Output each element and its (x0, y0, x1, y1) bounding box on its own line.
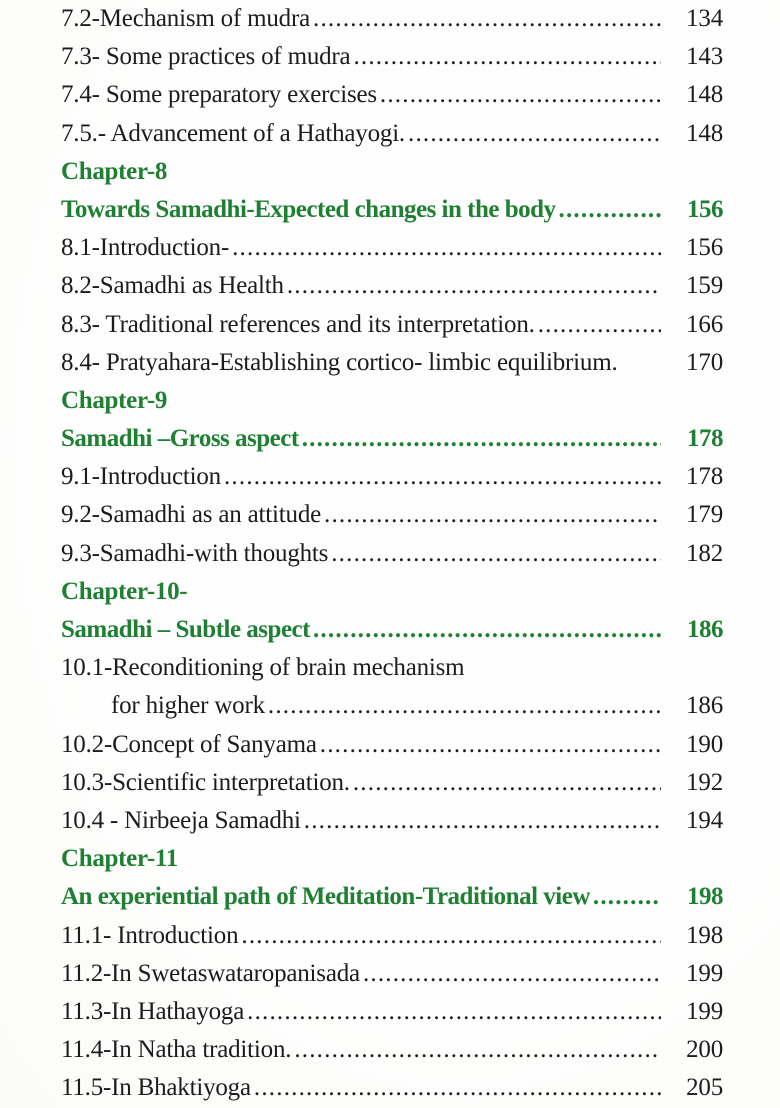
toc-list (61, 0, 723, 1107)
dotted-leader (241, 917, 661, 955)
toc-page-number: 182 (686, 539, 723, 567)
chapter-heading: Chapter-8 (61, 157, 168, 185)
toc-page-number: 198 (686, 921, 723, 949)
toc-row (61, 802, 723, 840)
toc-entry-label: 7.2-Mechanism of mudra (61, 5, 311, 32)
dotted-leader (380, 76, 661, 114)
toc-entry-label: 8.3- Traditional references and its interpretation. (61, 310, 535, 338)
toc-page-number: 192 (686, 768, 723, 796)
chapter-heading: Chapter-11 (61, 845, 178, 873)
toc-entry-label: 11.4-In Natha tradition. (61, 1036, 292, 1064)
toc-page-number: 148 (686, 81, 723, 109)
dotted-leader (313, 611, 661, 649)
toc-page-number: 199 (686, 959, 723, 987)
toc-row (61, 993, 723, 1031)
toc-entry-label: 9.3-Samadhi-with thoughts (61, 539, 329, 567)
toc-page-number: 178 (686, 463, 723, 491)
chapter-heading: Chapter-9 (61, 386, 168, 414)
toc-row (61, 726, 723, 764)
chapter-title-label: An experiential path of Meditation-Traditional view (61, 883, 590, 911)
dotted-leader (224, 458, 661, 496)
toc-row (61, 267, 723, 305)
toc-entry-label: 8.1-Introduction- (61, 234, 230, 262)
toc-row (61, 764, 723, 802)
dotted-leader (593, 878, 661, 916)
dotted-leader (538, 306, 661, 344)
toc-row (61, 458, 723, 496)
dotted-leader (268, 687, 661, 725)
toc-row (61, 649, 723, 687)
toc-page-number: 156 (687, 195, 723, 223)
dotted-leader (313, 0, 661, 38)
toc-entry-label: 8.4- Pratyahara-Establishing cortico- limbic equilibrium. (61, 348, 618, 376)
toc-page-number: 178 (687, 425, 723, 453)
dotted-leader (247, 993, 661, 1031)
dotted-leader (287, 267, 661, 305)
dotted-leader (408, 115, 661, 153)
toc-entry-label: 11.1- Introduction (61, 921, 239, 949)
toc-page-number: 190 (686, 730, 723, 758)
toc-entry-label: 8.2-Samadhi as Health (61, 272, 284, 300)
toc-row (61, 115, 723, 153)
toc-row (61, 496, 723, 534)
dotted-leader (232, 229, 661, 267)
dotted-leader (331, 535, 661, 573)
toc-row (61, 573, 723, 611)
toc-entry-label: 10.2-Concept of Sanyama (61, 730, 317, 758)
dotted-leader (353, 38, 661, 76)
toc-row (61, 840, 723, 878)
toc-row (61, 76, 723, 114)
toc-page-number: 205 (686, 1074, 723, 1102)
toc-entry-label: for higher work (111, 692, 265, 720)
toc-entry-label: 10.3-Scientific interpretation. (61, 768, 350, 796)
toc-entry-label: 9.1-Introduction (61, 463, 221, 491)
dotted-leader (559, 191, 661, 229)
toc-entry-label: 10.4 - Nirbeeja Samadhi (61, 806, 301, 834)
chapter-heading: Chapter-10- (61, 577, 188, 605)
toc-row (61, 191, 723, 229)
toc-page-number: 159 (686, 272, 723, 300)
toc-entry-label: 11.3-In Hathayoga (61, 997, 245, 1025)
toc-page-number: 200 (686, 1036, 723, 1064)
toc-entry-label: 11.5-In Bhaktiyoga (61, 1074, 251, 1102)
toc-page-number: 166 (686, 310, 723, 338)
toc-page-number: 179 (686, 501, 723, 529)
toc-entry-label: 10.1-Reconditioning of brain mechanism (61, 654, 465, 682)
toc-row (61, 420, 723, 458)
toc-row (61, 917, 723, 955)
toc-entry-label: 7.3- Some practices of mudra (61, 43, 351, 71)
chapter-title-label: Samadhi – Subtle aspect (61, 616, 310, 643)
toc-row (61, 0, 723, 38)
toc-row (61, 878, 723, 916)
toc-page-number: 148 (686, 119, 723, 147)
toc-row (61, 153, 723, 191)
toc-row (61, 38, 723, 76)
dotted-leader (304, 802, 661, 840)
toc-row (61, 1031, 723, 1069)
toc-page-number: 194 (686, 806, 723, 834)
toc-page-number: 156 (686, 234, 723, 262)
dotted-leader (363, 955, 661, 993)
toc-row (61, 306, 723, 344)
dotted-leader (302, 420, 661, 458)
chapter-title-label: Towards Samadhi-Expected changes in the body (61, 195, 556, 223)
dotted-leader (254, 1069, 661, 1107)
toc-row (61, 382, 723, 420)
toc-entry-label: 9.2-Samadhi as an attitude (61, 501, 322, 529)
toc-row (61, 535, 723, 573)
toc-entry-label: 7.4- Some preparatory exercises (61, 81, 377, 109)
chapter-title-label: Samadhi –Gross aspect (61, 425, 299, 453)
dotted-leader (294, 1031, 661, 1069)
toc-row (61, 955, 723, 993)
toc-page-number: 170 (686, 348, 723, 376)
toc-entry-label: 7.5.- Advancement of a Hathayogi. (61, 119, 405, 147)
toc-row (61, 344, 723, 382)
dotted-leader (324, 496, 661, 534)
toc-row (61, 1069, 723, 1107)
toc-row (61, 611, 723, 649)
toc-row (61, 229, 723, 267)
toc-page-number: 198 (687, 883, 723, 911)
toc-entry-label: 11.2-In Swetaswataropanisada (61, 959, 360, 987)
toc-page-number: 186 (687, 616, 723, 643)
dotted-leader (353, 764, 661, 802)
toc-page-number: 186 (686, 692, 723, 720)
toc-page-number: 134 (686, 5, 723, 32)
toc-row (61, 687, 723, 725)
toc-page-number: 199 (686, 997, 723, 1025)
dotted-leader (320, 726, 661, 764)
toc-page-number: 143 (686, 43, 723, 71)
